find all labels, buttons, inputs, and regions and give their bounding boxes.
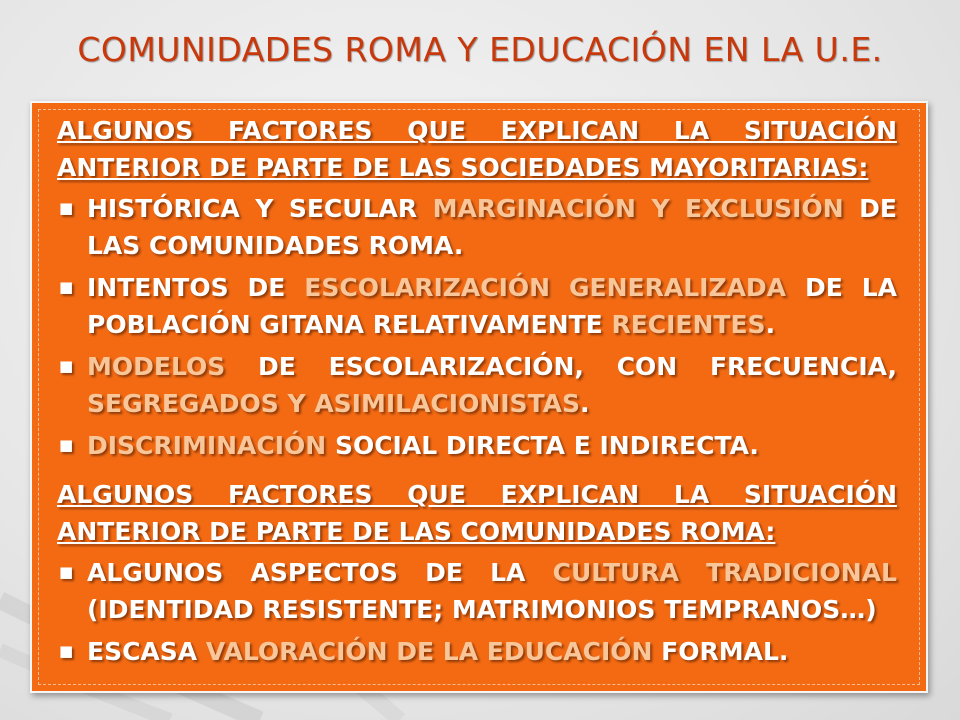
item-text: (IDENTIDAD RESISTENTE; MATRIMONIOS TEMPRANOS…)	[87, 595, 877, 624]
square-bullet-icon: ■	[59, 436, 74, 454]
square-bullet-icon: ■	[59, 278, 74, 296]
slide-title: COMUNIDADES ROMA Y EDUCACIÓN EN LA U.E.	[77, 30, 883, 69]
factor-list-mayoritarias	[57, 190, 897, 464]
square-bullet-icon: ■	[59, 357, 74, 375]
square-bullet-icon: ■	[59, 642, 74, 660]
list-item	[57, 190, 897, 264]
item-highlight: MARGINACIÓN Y EXCLUSIÓN	[432, 194, 844, 223]
item-highlight: ESCOLARIZACIÓN GENERALIZADA	[304, 273, 787, 302]
list-item	[57, 554, 897, 628]
item-text: .	[580, 389, 590, 418]
item-highlight: RECIENTES	[611, 310, 766, 339]
item-text: .	[765, 310, 776, 339]
list-item	[57, 269, 897, 343]
item-text: INTENTOS DE	[87, 273, 305, 302]
item-text: ALGUNOS ASPECTOS DE LA	[87, 558, 553, 587]
slide-content	[57, 112, 897, 675]
section-heading-mayoritarias: ALGUNOS FACTORES QUE EXPLICAN LA SITUACIÓN ANTERIOR DE PARTE DE LAS SOCIEDADES MAYORITARIAS:	[57, 116, 897, 182]
item-text: SOCIAL DIRECTA E INDIRECTA.	[326, 431, 759, 460]
item-text: ESCASA	[87, 637, 206, 666]
item-highlight: DISCRIMINACIÓN	[87, 431, 327, 460]
item-highlight: VALORACIÓN DE LA EDUCACIÓN	[205, 637, 653, 666]
item-highlight: SEGREGADOS Y ASIMILACIONISTAS	[87, 389, 581, 418]
list-item	[57, 427, 897, 464]
item-highlight: CULTURA TRADICIONAL	[552, 558, 897, 587]
item-text: DE LA POBLACIÓN GITANA RELATIVAMENTE	[87, 273, 897, 339]
item-highlight: MODELOS	[87, 352, 226, 381]
item-text: HISTÓRICA Y SECULAR	[87, 194, 433, 223]
square-bullet-icon: ■	[59, 563, 74, 581]
list-item	[57, 348, 897, 422]
list-item	[57, 633, 897, 670]
section-heading-comunidades-roma: ALGUNOS FACTORES QUE EXPLICAN LA SITUACIÓN ANTERIOR DE PARTE DE LAS COMUNIDADES ROMA:	[57, 480, 897, 546]
factor-list-comunidades-roma	[57, 554, 897, 670]
item-text: DE LAS COMUNIDADES ROMA.	[87, 194, 897, 260]
item-text: FORMAL.	[652, 637, 789, 666]
square-bullet-icon: ■	[59, 199, 74, 217]
item-text: DE ESCOLARIZACIÓN, CON FRECUENCIA,	[225, 352, 897, 381]
